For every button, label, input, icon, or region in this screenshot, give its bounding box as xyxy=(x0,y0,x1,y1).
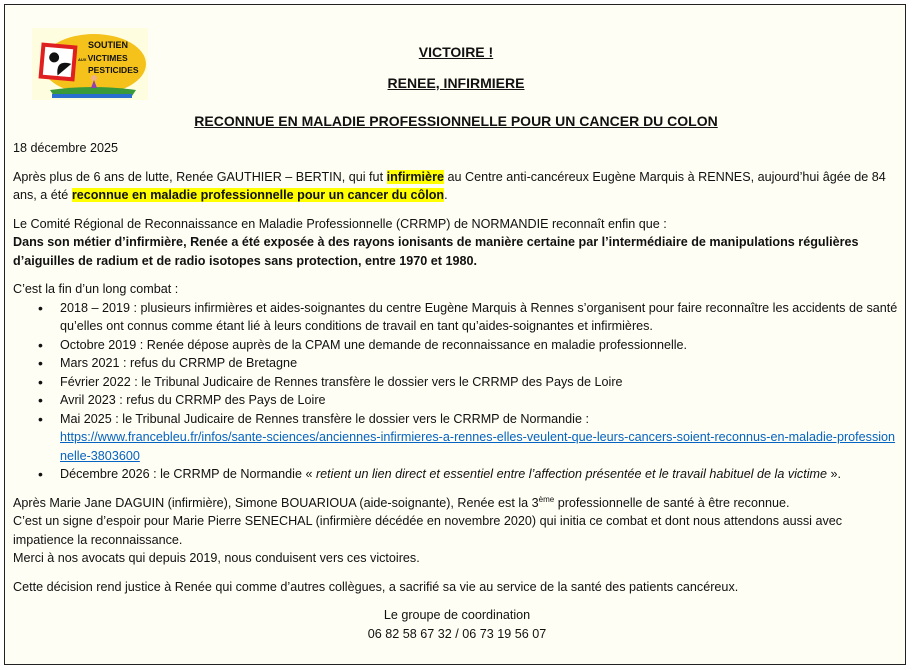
list-item xyxy=(60,465,901,484)
intro-paragraph xyxy=(13,168,901,205)
list-item: • Mars 2021 : refus du CRRMP de Bretagne xyxy=(60,354,901,373)
superscript: ème xyxy=(538,494,555,504)
intro-text: . xyxy=(444,188,448,202)
phone-numbers: 06 82 58 67 32 / 06 73 19 56 07 xyxy=(367,626,547,641)
signature: Le groupe de coordination xyxy=(383,608,531,622)
thanks-paragraph: Merci à nos avocats qui depuis 2019, nous conduisent vers ces victoires. xyxy=(13,551,420,565)
hope-paragraph: C’est un signe d’espoir pour Marie Pierre SENECHAL (infirmière décédée en novembre 2020) qui initia ce combat et dont nous attendons aussi avec impatience la reconnaissance. xyxy=(13,514,843,547)
after-text: Après Marie Jane DAGUIN (infirmière), Simone BOUARIOUA (aide-soignante), Renée est la 3 xyxy=(13,495,539,510)
intro-text: Après plus de 6 ans de lutte, Renée GAUTHIER – BERTIN, qui fut xyxy=(13,169,387,184)
crrmp-paragraph: Le Comité Régional de Reconnaissance en Maladie Professionnelle (CRRMP) de NORMANDIE reconnaît enfin que : xyxy=(13,216,667,231)
combat-intro: C’est la fin d’un long combat : xyxy=(13,282,179,296)
date: 18 décembre 2025 xyxy=(13,141,119,155)
list-item: • 2018 – 2019 : plusieurs infirmières et aides-soignantes du centre Eugène Marquis à Rennes s’organisent pour faire reconnaître les accidents de santé qu’elles ont connus comme étant lié à leurs conditions de travail en tant qu’aides-soignantes et infirmières. xyxy=(60,299,901,336)
list-item: • Octobre 2019 : Renée dépose auprès de la CPAM une demande de reconnaissance en maladie professionnelle. xyxy=(60,336,901,355)
after-paragraph xyxy=(13,494,901,513)
timeline-list xyxy=(13,299,901,484)
highlight-infirmiere: infirmière xyxy=(386,169,444,184)
intro-text: au Centre anti-cancéreux Eugène Marquis à RENNES, aujourd’hui âgée de 84 ans, a été xyxy=(13,169,886,202)
list-item: • Février 2022 : le Tribunal Judicaire de Rennes transfère le dossier vers le CRRMP des Pays de Loire xyxy=(60,373,901,392)
list-item-text: Décembre 2026 : le CRRMP de Normandie « xyxy=(60,467,316,481)
article-body xyxy=(13,139,901,643)
title-renee: RENEE, INFIRMIERE xyxy=(387,75,525,91)
title-reconnue: RECONNUE EN MALADIE PROFESSIONNELLE POUR UN CANCER DU COLON xyxy=(194,113,718,129)
list-item: • Avril 2023 : refus du CRRMP des Pays de Loire xyxy=(60,391,901,410)
list-item-text: Mai 2025 : le Tribunal Judicaire de Rennes transfère le dossier vers le CRRMP de Normandie : xyxy=(60,411,589,426)
after-text: professionnelle de santé à être reconnue. xyxy=(554,495,790,510)
list-item-text: ». xyxy=(827,467,842,481)
francebleu-link[interactable]: https://www.francebleu.fr/infos/sante-sciences/anciennes-infirmieres-a-rennes-elles-veulent-que-leurs-cancers-soient-reconnus-en-maladie-professionnelle-3803600 xyxy=(60,430,896,463)
svg-text:SOUTIEN: SOUTIEN xyxy=(88,40,129,50)
quote-text: retient un lien direct et essentiel entre l’affection présentée et le travail habituel de la victime xyxy=(315,467,827,481)
justice-paragraph: Cette décision rend justice à Renée qui comme d’autres collègues, a sacrifié sa vie au service de la santé des patients cancéreux. xyxy=(13,579,739,594)
list-item xyxy=(60,410,901,466)
bold-statement: Dans son métier d’infirmière, Renée a été exposée à des rayons ionisants de manière certaine par l’intermédiaire de manipulations régulières d’aiguilles de radium et de radio isotopes sans protection, entre 1970 et 1980. xyxy=(13,235,859,268)
svg-text:PESTICIDES: PESTICIDES xyxy=(88,65,139,75)
title-victoire: VICTOIRE ! xyxy=(418,44,494,60)
highlight-reconnue: reconnue en maladie professionnelle pour un cancer du côlon xyxy=(71,188,445,202)
svg-text:AUX VICTIMES: AUX VICTIMES xyxy=(78,53,128,63)
